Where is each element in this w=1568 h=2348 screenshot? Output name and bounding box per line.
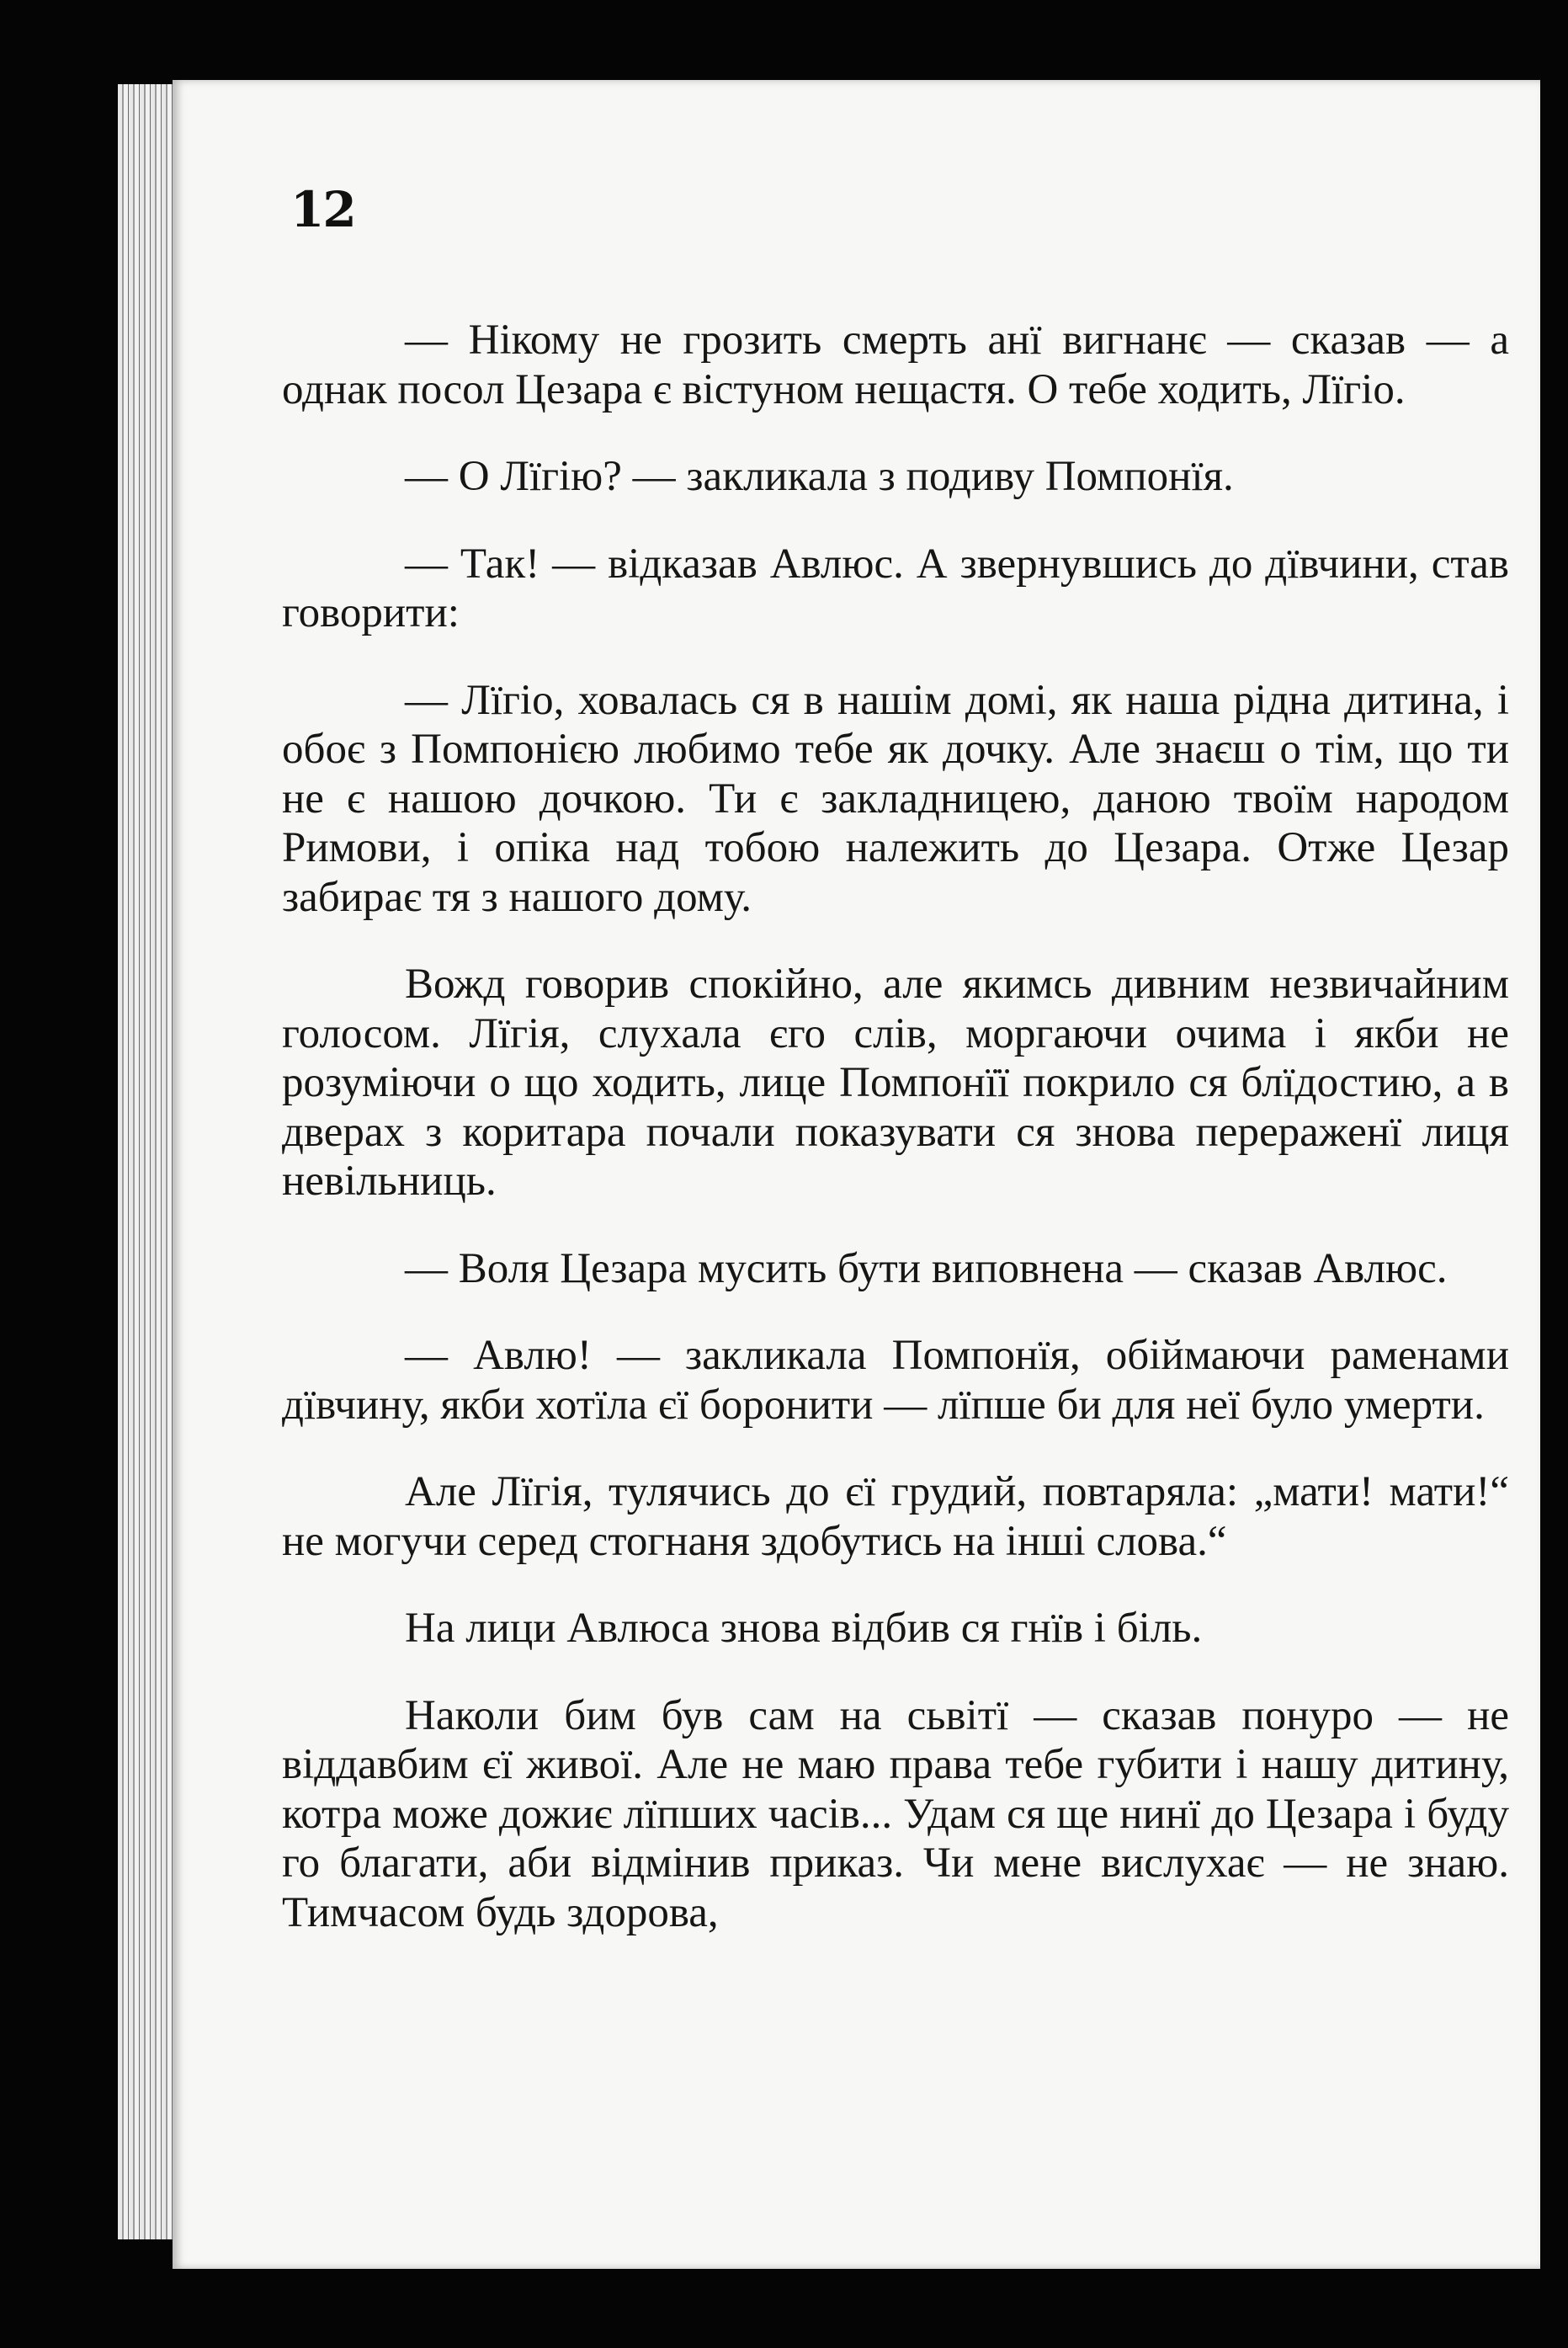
paragraph: — Нікому не грозить смерть анї вигнанє — сказав — а однак посол Цезара є вістуном нещастя. О тебе ходить, Лїгіо. (282, 317, 1509, 413)
book-page (173, 80, 1540, 2269)
paragraph: — Авлю! — закликала Помпонїя, обіймаючи раменами дївчину, якби хотїла єї боронити — лїпше би для неї було умерти. (282, 1332, 1509, 1429)
paragraph: — Воля Цезара мусить бути виповнена — сказав Авлюс. (405, 1244, 1448, 1292)
body-text (282, 316, 1509, 1937)
paragraph: — Так! — відказав Авлюс. А звернувшись до дївчини, став говорити: (282, 540, 1509, 636)
page-edges (118, 84, 177, 2239)
paragraph: — Лїгіо, ховалась ся в нашім домі, як наша рідна дитина, і обоє з Помпонією любимо тебе як дочку. Але знаєш о тім, що ти не є нашою дочкою. Ти є закладницею, даною твоїм народом Римови, і опіка над тобою належить до Цезара. Отже Цезар забирає тя з нашого дому. (282, 676, 1509, 921)
paragraph: Вожд говорив спокійно, але якимсь дивним незвичайним голосом. Лїгія, слухала єго слів, моргаючи очима і якби не розуміючи о що ходить, лице Помпонїї покрило ся блїдостию, а в дверах з коритара почали показувати ся знова перераженї лиця невільниць. (282, 961, 1509, 1205)
paragraph: На лици Авлюса знова відбив ся гнїв і біль. (405, 1605, 1203, 1652)
page-number: 12 (290, 181, 355, 238)
paragraph: Наколи бим був сам на сьвітї — сказав понуро — не віддавбим єї живої. Але не маю права тебе губити і нашу дитину, котра може дожиє лїпших часів... Удам ся ще нинї до Цезара і буду го благати, аби відмінив приказ. Чи мене вислухає — не знаю. Тимчасом будь здорова, (282, 1691, 1509, 1936)
paragraph: — О Лїгію? — закликала з подиву Помпонїя. (405, 453, 1234, 500)
paragraph: Але Лїгія, тулячись до єї грудий, повтаряла: „мати! мати!“ не могучи серед стогнаня здобутись на інші слова.“ (282, 1468, 1509, 1565)
